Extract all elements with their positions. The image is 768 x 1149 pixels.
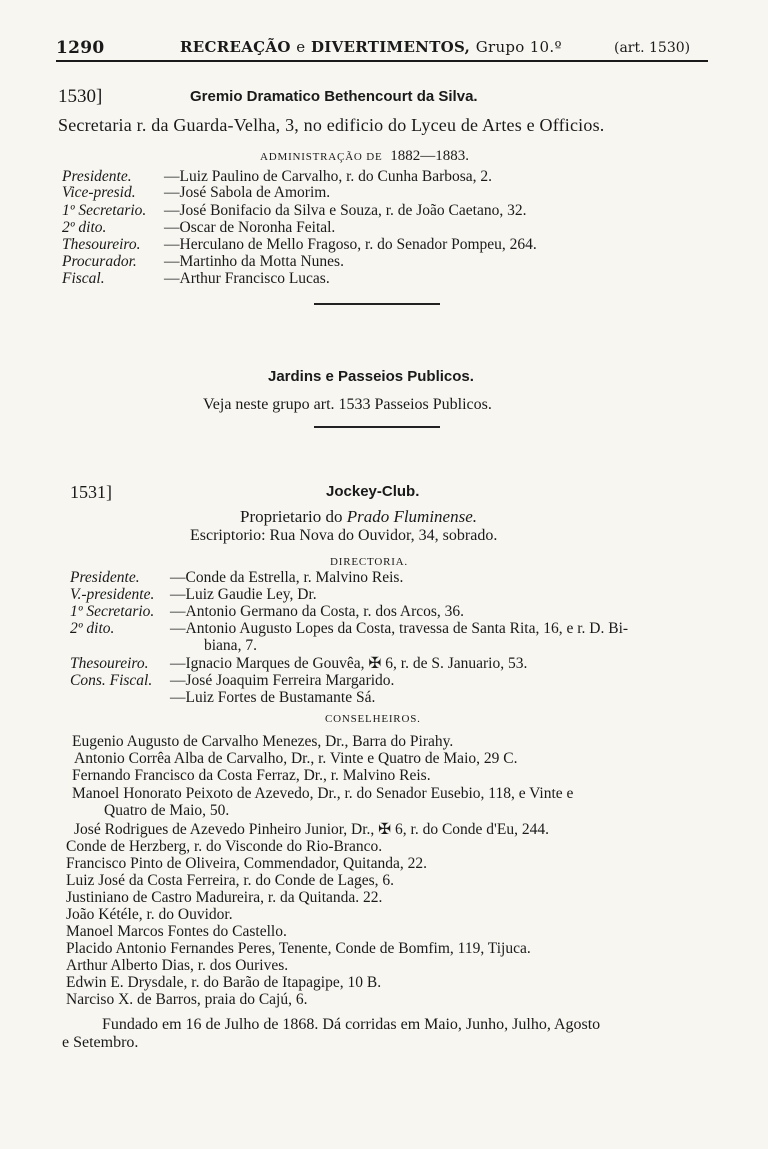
councillor-row: João Kétéle, r. do Ouvidor. bbox=[66, 906, 233, 923]
officer-row bbox=[62, 271, 330, 287]
officer-role: Vice-presid. bbox=[62, 184, 136, 201]
director-role: Thesoureiro. bbox=[70, 655, 149, 672]
councillor-row: Arthur Alberto Dias, r. dos Ourives. bbox=[66, 957, 289, 974]
councillor-row: Manoel Honorato Peixoto de Azevedo, Dr., r. do Senador Eusebio, 118, e Vinte e bbox=[72, 785, 574, 802]
director-role: Presidente. bbox=[70, 569, 140, 586]
director-row bbox=[70, 656, 527, 672]
officer-text: —Luiz Paulino de Carvalho, r. do Cunha Barbosa, 2. bbox=[164, 168, 493, 185]
section-1530-title: Gremio Dramatico Bethencourt da Silva. bbox=[190, 88, 478, 105]
director-role: V.-presidente. bbox=[70, 586, 155, 603]
officer-text: —Oscar de Noronha Feital. bbox=[164, 219, 336, 236]
councillor-row: Edwin E. Drysdale, r. do Barão de Itapagipe, 10 B. bbox=[66, 974, 382, 991]
officer-text: —Martinho da Motta Nunes. bbox=[164, 253, 344, 270]
director-row bbox=[70, 673, 394, 689]
header-rule bbox=[56, 60, 708, 62]
owner-name: Prado Fluminense. bbox=[346, 507, 478, 526]
director-text: —Conde da Estrella, r. Malvino Reis. bbox=[170, 569, 404, 586]
officer-role: Fiscal. bbox=[62, 270, 105, 287]
section-1531-number: 1531] bbox=[70, 482, 112, 502]
officer-row bbox=[62, 237, 537, 253]
admin-years: 1882—1883. bbox=[390, 148, 469, 164]
councillor-row: Fernando Francisco da Costa Ferraz, Dr., r. Malvino Reis. bbox=[72, 767, 431, 784]
director-text: —Luiz Gaudie Ley, Dr. bbox=[170, 586, 317, 603]
officer-text: —José Sabola de Amorim. bbox=[164, 184, 331, 201]
officer-row bbox=[62, 185, 330, 201]
director-row bbox=[70, 621, 628, 637]
councillor-row: Justiniano de Castro Madureira, r. da Quitanda. 22. bbox=[66, 889, 383, 906]
running-title bbox=[180, 38, 562, 56]
councillor-row: Francisco Pinto de Oliveira, Commendador, Quitanda, 22. bbox=[66, 855, 427, 872]
officer-role: Presidente. bbox=[62, 168, 132, 185]
councillor-row: Quatro de Maio, 50. bbox=[104, 802, 230, 819]
director-row bbox=[70, 570, 403, 586]
officer-text: —José Bonifacio da Silva e Souza, r. de João Caetano, 32. bbox=[164, 202, 527, 219]
section-divider bbox=[314, 303, 440, 305]
officer-row bbox=[62, 169, 492, 185]
section-1530-number: 1530] bbox=[58, 86, 103, 107]
councillors-heading: CONSELHEIROS. bbox=[325, 713, 421, 725]
director-text: —Antonio Germano da Costa, r. dos Arcos, 36. bbox=[170, 603, 465, 620]
councillor-row: Luiz José da Costa Ferreira, r. do Conde de Lages, 6. bbox=[66, 872, 394, 889]
officer-text: —Herculano de Mello Fragoso, r. do Senador Pompeu, 264. bbox=[164, 236, 537, 253]
officer-row bbox=[62, 220, 335, 236]
councillor-row: Placido Antonio Fernandes Peres, Tenente, Conde de Bomfim, 119, Tijuca. bbox=[66, 940, 531, 957]
councillor-row: Conde de Herzberg, r. do Visconde do Rio-Branco. bbox=[66, 838, 383, 855]
director-text: —Antonio Augusto Lopes da Costa, travessa de Santa Rita, 16, e r. D. Bi- bbox=[170, 620, 629, 637]
councillor-row: Eugenio Augusto de Carvalho Menezes, Dr., Barra do Pirahy. bbox=[72, 733, 454, 750]
page-number: 1290 bbox=[56, 38, 105, 58]
admin-heading-label: ADMINISTRAÇÃO DE bbox=[260, 151, 383, 163]
director-role: 2º dito. bbox=[70, 620, 115, 637]
section-divider bbox=[314, 426, 440, 428]
councillor-row: Antonio Corrêa Alba de Carvalho, Dr., r. Vinte e Quatro de Maio, 29 C. bbox=[74, 750, 518, 767]
directory-heading: DIRECTORIA. bbox=[330, 556, 408, 568]
officer-role: 2º dito. bbox=[62, 219, 107, 236]
owner-prefix: Proprietario do bbox=[240, 507, 343, 526]
section-1530-address: Secretaria r. da Guarda-Velha, 3, no edificio do Lyceu de Artes e Officios. bbox=[58, 115, 605, 135]
officer-row bbox=[62, 254, 344, 270]
officer-role: Thesoureiro. bbox=[62, 236, 141, 253]
jardins-title: Jardins e Passeios Publicos. bbox=[268, 368, 474, 385]
section-1531-title: Jockey-Club. bbox=[326, 483, 420, 500]
officer-role: 1º Secretario. bbox=[62, 202, 147, 219]
director-text: —Luiz Fortes de Bustamante Sá. bbox=[170, 689, 376, 706]
director-text: biana, 7. bbox=[204, 637, 257, 654]
running-title-b: DIVERTIMENTOS, bbox=[310, 38, 471, 56]
director-row bbox=[70, 690, 375, 706]
officer-text: —Arthur Francisco Lucas. bbox=[164, 270, 330, 287]
owner-line bbox=[240, 507, 477, 527]
founded-note-cont: e Setembro. bbox=[62, 1034, 139, 1051]
director-row bbox=[70, 638, 257, 654]
director-row bbox=[70, 587, 317, 603]
running-title-conj: e bbox=[296, 38, 306, 56]
running-title-a: RECREAÇÃO bbox=[180, 38, 291, 56]
councillor-row: José Rodrigues de Azevedo Pinheiro Junior, Dr., ✠ 6, r. do Conde d'Eu, 244. bbox=[74, 821, 549, 838]
director-text: —Ignacio Marques de Gouvêa, ✠ 6, r. de S. Januario, 53. bbox=[170, 655, 528, 672]
director-row bbox=[70, 604, 464, 620]
director-role: 1º Secretario. bbox=[70, 603, 155, 620]
group-label: Grupo 10.º bbox=[475, 38, 562, 56]
officer-row bbox=[62, 203, 526, 219]
director-role: Cons. Fiscal. bbox=[70, 672, 153, 689]
councillor-row: Manoel Marcos Fontes do Castello. bbox=[66, 923, 287, 940]
jardins-note: Veja neste grupo art. 1533 Passeios Publicos. bbox=[203, 396, 492, 413]
councillor-row: Narciso X. de Barros, praia do Cajú, 6. bbox=[66, 991, 308, 1008]
director-text: —José Joaquim Ferreira Margarido. bbox=[170, 672, 395, 689]
admin-heading bbox=[260, 148, 469, 165]
office-address: Escriptorio: Rua Nova do Ouvidor, 34, sobrado. bbox=[190, 527, 498, 544]
founded-note: Fundado em 16 de Julho de 1868. Dá corridas em Maio, Junho, Julho, Agosto bbox=[102, 1016, 601, 1033]
article-ref: (art. 1530) bbox=[614, 40, 691, 56]
officer-role: Procurador. bbox=[62, 253, 137, 270]
